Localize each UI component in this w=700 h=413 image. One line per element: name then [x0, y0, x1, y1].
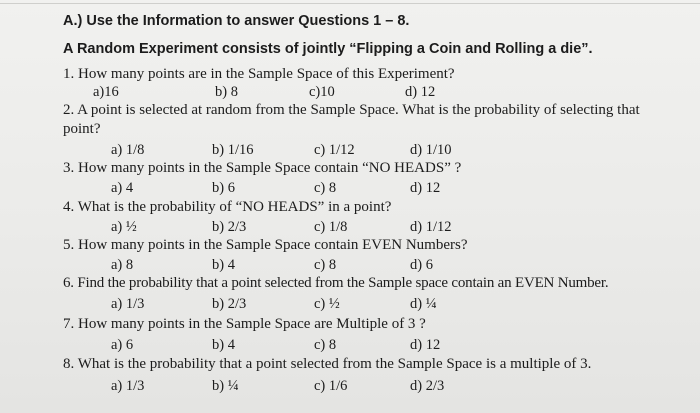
question-3-text: 3. How many points in the Sample Space contain “NO HEADS” ?: [63, 160, 462, 176]
question-8-option-a: a) 1/3: [111, 378, 145, 394]
question-6-option-b: b) 2/3: [212, 296, 247, 312]
question-6-option-a: a) 1/3: [111, 296, 145, 312]
question-5-option-b: b) 4: [212, 257, 235, 273]
question-4-option-a: a) ½: [111, 219, 137, 235]
question-2-option-c: c) 1/12: [314, 142, 355, 158]
question-2-option-a: a) 1/8: [111, 142, 145, 158]
question-7-option-a: a) 6: [111, 337, 134, 353]
question-3-option-c: c) 8: [314, 180, 337, 196]
question-1-option-d: d) 12: [405, 84, 436, 100]
question-1-text: 1. How many points are in the Sample Space of this Experiment?: [63, 66, 455, 82]
question-3-option-d: d) 12: [410, 180, 441, 196]
question-6-option-d: d) ¼: [410, 296, 437, 312]
question-7-option-d: d) 12: [410, 337, 441, 353]
question-7-option-c: c) 8: [314, 337, 337, 353]
question-6-text: 6. Find the probability that a point selected from the Sample space contain an EVEN Number.: [63, 275, 609, 291]
question-2-text: 2. A point is selected at random from the Sample Space. What is the probability of selecting that: [63, 102, 640, 118]
experiment-description: A Random Experiment consists of jointly “Flipping a Coin and Rolling a die”.: [63, 41, 593, 57]
question-7-text: 7. How many points in the Sample Space are Multiple of 3 ?: [63, 316, 426, 332]
question-1-option-a: a)16: [93, 84, 119, 100]
question-5-option-a: a) 8: [111, 257, 134, 273]
question-5-text: 5. How many points in the Sample Space contain EVEN Numbers?: [63, 237, 468, 253]
question-2-option-b: b) 1/16: [212, 142, 254, 158]
question-3-option-b: b) 6: [212, 180, 235, 196]
question-8-option-c: c) 1/6: [314, 378, 348, 394]
question-2-text-continued: point?: [63, 121, 101, 137]
question-6-option-c: c) ½: [314, 296, 340, 312]
section-title: A.) Use the Information to answer Questions 1 – 8.: [63, 13, 410, 29]
question-8-option-d: d) 2/3: [410, 378, 445, 394]
question-7-option-b: b) 4: [212, 337, 235, 353]
question-2-option-d: d) 1/10: [410, 142, 452, 158]
question-5-option-d: d) 6: [410, 257, 433, 273]
question-5-option-c: c) 8: [314, 257, 337, 273]
question-4-option-b: b) 2/3: [212, 219, 247, 235]
question-4-text: 4. What is the probability of “NO HEADS” in a point?: [63, 199, 392, 215]
question-8-option-b: b) ¼: [212, 378, 239, 394]
question-4-option-d: d) 1/12: [410, 219, 452, 235]
question-1-option-b: b) 8: [215, 84, 238, 100]
question-8-text: 8. What is the probability that a point selected from the Sample Space is a multiple of 3.: [63, 356, 592, 372]
page-edge-line: [0, 3, 700, 4]
question-4-option-c: c) 1/8: [314, 219, 348, 235]
question-3-option-a: a) 4: [111, 180, 134, 196]
question-1-option-c: c)10: [309, 84, 335, 100]
